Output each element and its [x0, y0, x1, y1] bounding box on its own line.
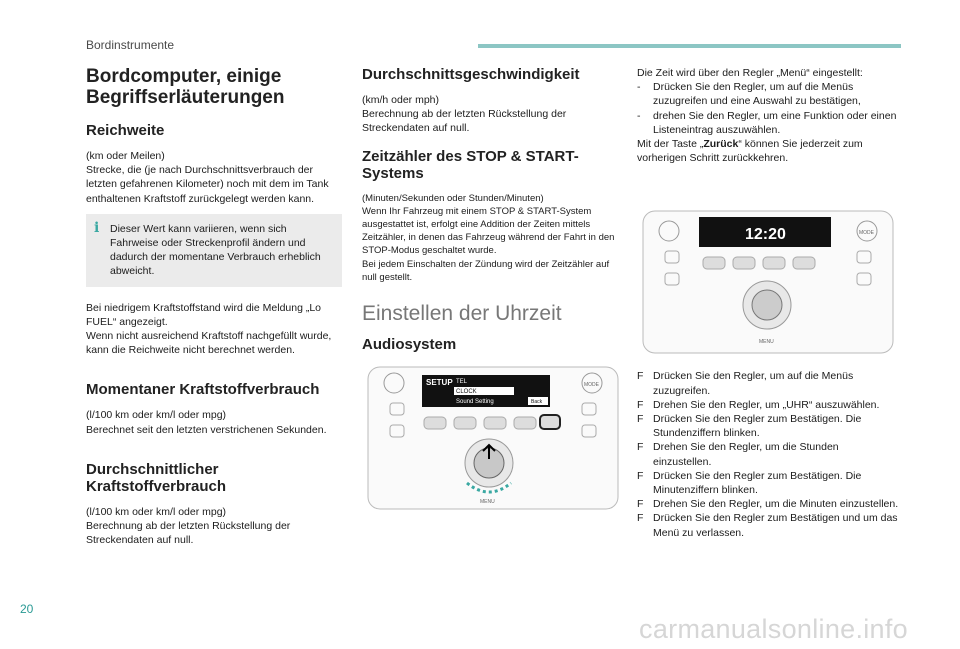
speed-unit: (km/h oder mph)	[362, 94, 440, 106]
column-middle	[362, 66, 624, 513]
range-text: Strecke, die (je nach Durchschnittsverbrauch der letzten gefahrenen Kilometer) noch mit dem im Tank enthaltenen Kraftstoff zurückgelegt werden kann.	[86, 164, 329, 205]
audio-menu-label: MENU	[480, 499, 495, 506]
audio-system-illustration	[362, 363, 624, 513]
heading-instant-consumption: Momentaner Kraftstoffverbrauch	[86, 381, 320, 399]
step-item: F Drücken Sie den Regler zum Bestätigen und um das Menü zu verlassen.	[637, 512, 898, 539]
heading-range: Reichweite	[86, 122, 165, 139]
instant-unit: (l/100 km oder km/l oder mpg)	[86, 409, 227, 422]
step-item: F Drücken Sie den Regler zum Bestätigen. Die Minutenziffern blinken.	[637, 469, 862, 497]
page-title: Bordcomputer, einige Begriffserläuterungen	[86, 66, 285, 108]
watermark: carmanualsonline.info	[639, 614, 908, 644]
average-unit: (l/100 km oder km/l oder mpg)	[86, 505, 227, 518]
info-note	[86, 214, 342, 287]
clock-menu-label: MENU	[759, 339, 774, 346]
audio-mode-label: MODE	[584, 382, 599, 389]
range-unit: (km oder Meilen)	[86, 150, 165, 162]
screen-sound: Sound Setting	[456, 399, 494, 406]
clock-title: Einstellen der Uhrzeit	[362, 302, 562, 326]
back-text: Mit der Taste „Zurück“ können Sie jederzeit zum vorherigen Schritt zurückkehren.	[637, 138, 863, 165]
stop-reset: Bei jedem Einschalten der Zündung wird der Zeitzähler auf null gestellt.	[362, 258, 610, 283]
section-label: Bordinstrumente	[86, 38, 175, 52]
norange-text: Wenn nicht ausreichend Kraftstoff nachgefüllt wurde, kann die Reichweite nicht berechnet werden.	[86, 330, 332, 357]
instant-text: Berechnet seit den letzten verstrichenen Sekunden.	[86, 423, 327, 436]
stop-unit: (Minuten/Sekunden oder Stunden/Minuten)	[362, 192, 544, 204]
screen-clock: CLOCK	[456, 389, 477, 396]
step-item: F Drehen Sie den Regler, um die Minuten einzustellen.	[637, 498, 899, 511]
page-number: 20	[20, 602, 34, 616]
speed-text: Berechnung ab der letzten Rückstellung der Streckendaten auf null.	[362, 108, 567, 135]
info-icon: i	[94, 219, 100, 236]
heading-stop-start: Zeitzähler des STOP & START-Systems	[362, 147, 579, 182]
screen-setup: SETUP	[426, 378, 453, 388]
note-text: Dieser Wert kann variieren, wenn sich Fahrweise oder Streckenprofil ändern und dadurch der momentane Verbrauch erheblich abweicht.	[110, 222, 321, 278]
header-accent-bar	[478, 44, 901, 48]
stop-text: Wenn Ihr Fahrzeug mit einem STOP & START-System ausgestattet ist, erfolgt eine Addition der Zeiten mittels Zeitzähler, in denen das Fahrzeug während der Fahrt in den STOP-Modus geschaltet wurde.	[362, 205, 615, 257]
step-item: F Drücken Sie den Regler zum Bestätigen. Die Stundenziffern blinken.	[637, 413, 862, 440]
screen-tel: TEL	[456, 379, 468, 386]
clock-radio-illustration	[637, 207, 899, 357]
intro-text: Die Zeit wird über den Regler „Menü“ eingestellt:	[637, 67, 863, 79]
step-item: F Drücken Sie den Regler, um auf die Menüs zuzugreifen.	[637, 370, 854, 397]
step-item: F Drehen Sie den Regler, um die Stunden einzustellen.	[637, 441, 839, 468]
step-item: F Drehen Sie den Regler, um „UHR“ auszuwählen.	[637, 398, 880, 411]
heading-average-speed: Durchschnittsgeschwindigkeit	[362, 66, 580, 83]
average-text: Berechnung ab der letzten Rückstellung der Streckendaten auf null.	[86, 520, 291, 547]
column-left	[86, 66, 342, 547]
display-time: 12:20	[745, 226, 786, 244]
column-right	[637, 66, 899, 540]
lowfuel-text: Bei niedrigem Kraftstoffstand wird die Meldung „Lo FUEL“ angezeigt.	[86, 301, 322, 328]
dash-item: - Drücken Sie den Regler, um auf die Menüs zuzugreifen und eine Auswahl zu bestätigen,	[637, 81, 861, 108]
heading-audio: Audiosystem	[362, 336, 457, 354]
dash-item: - drehen Sie den Regler, um eine Funktion oder einen Listeneintrag auszuwählen.	[637, 109, 897, 136]
clock-mode-label: MODE	[859, 230, 874, 237]
heading-average-consumption: Durchschnittlicher Kraftstoffverbrauch	[86, 460, 227, 495]
screen-back: Back	[531, 399, 543, 406]
steps-list	[637, 369, 899, 539]
